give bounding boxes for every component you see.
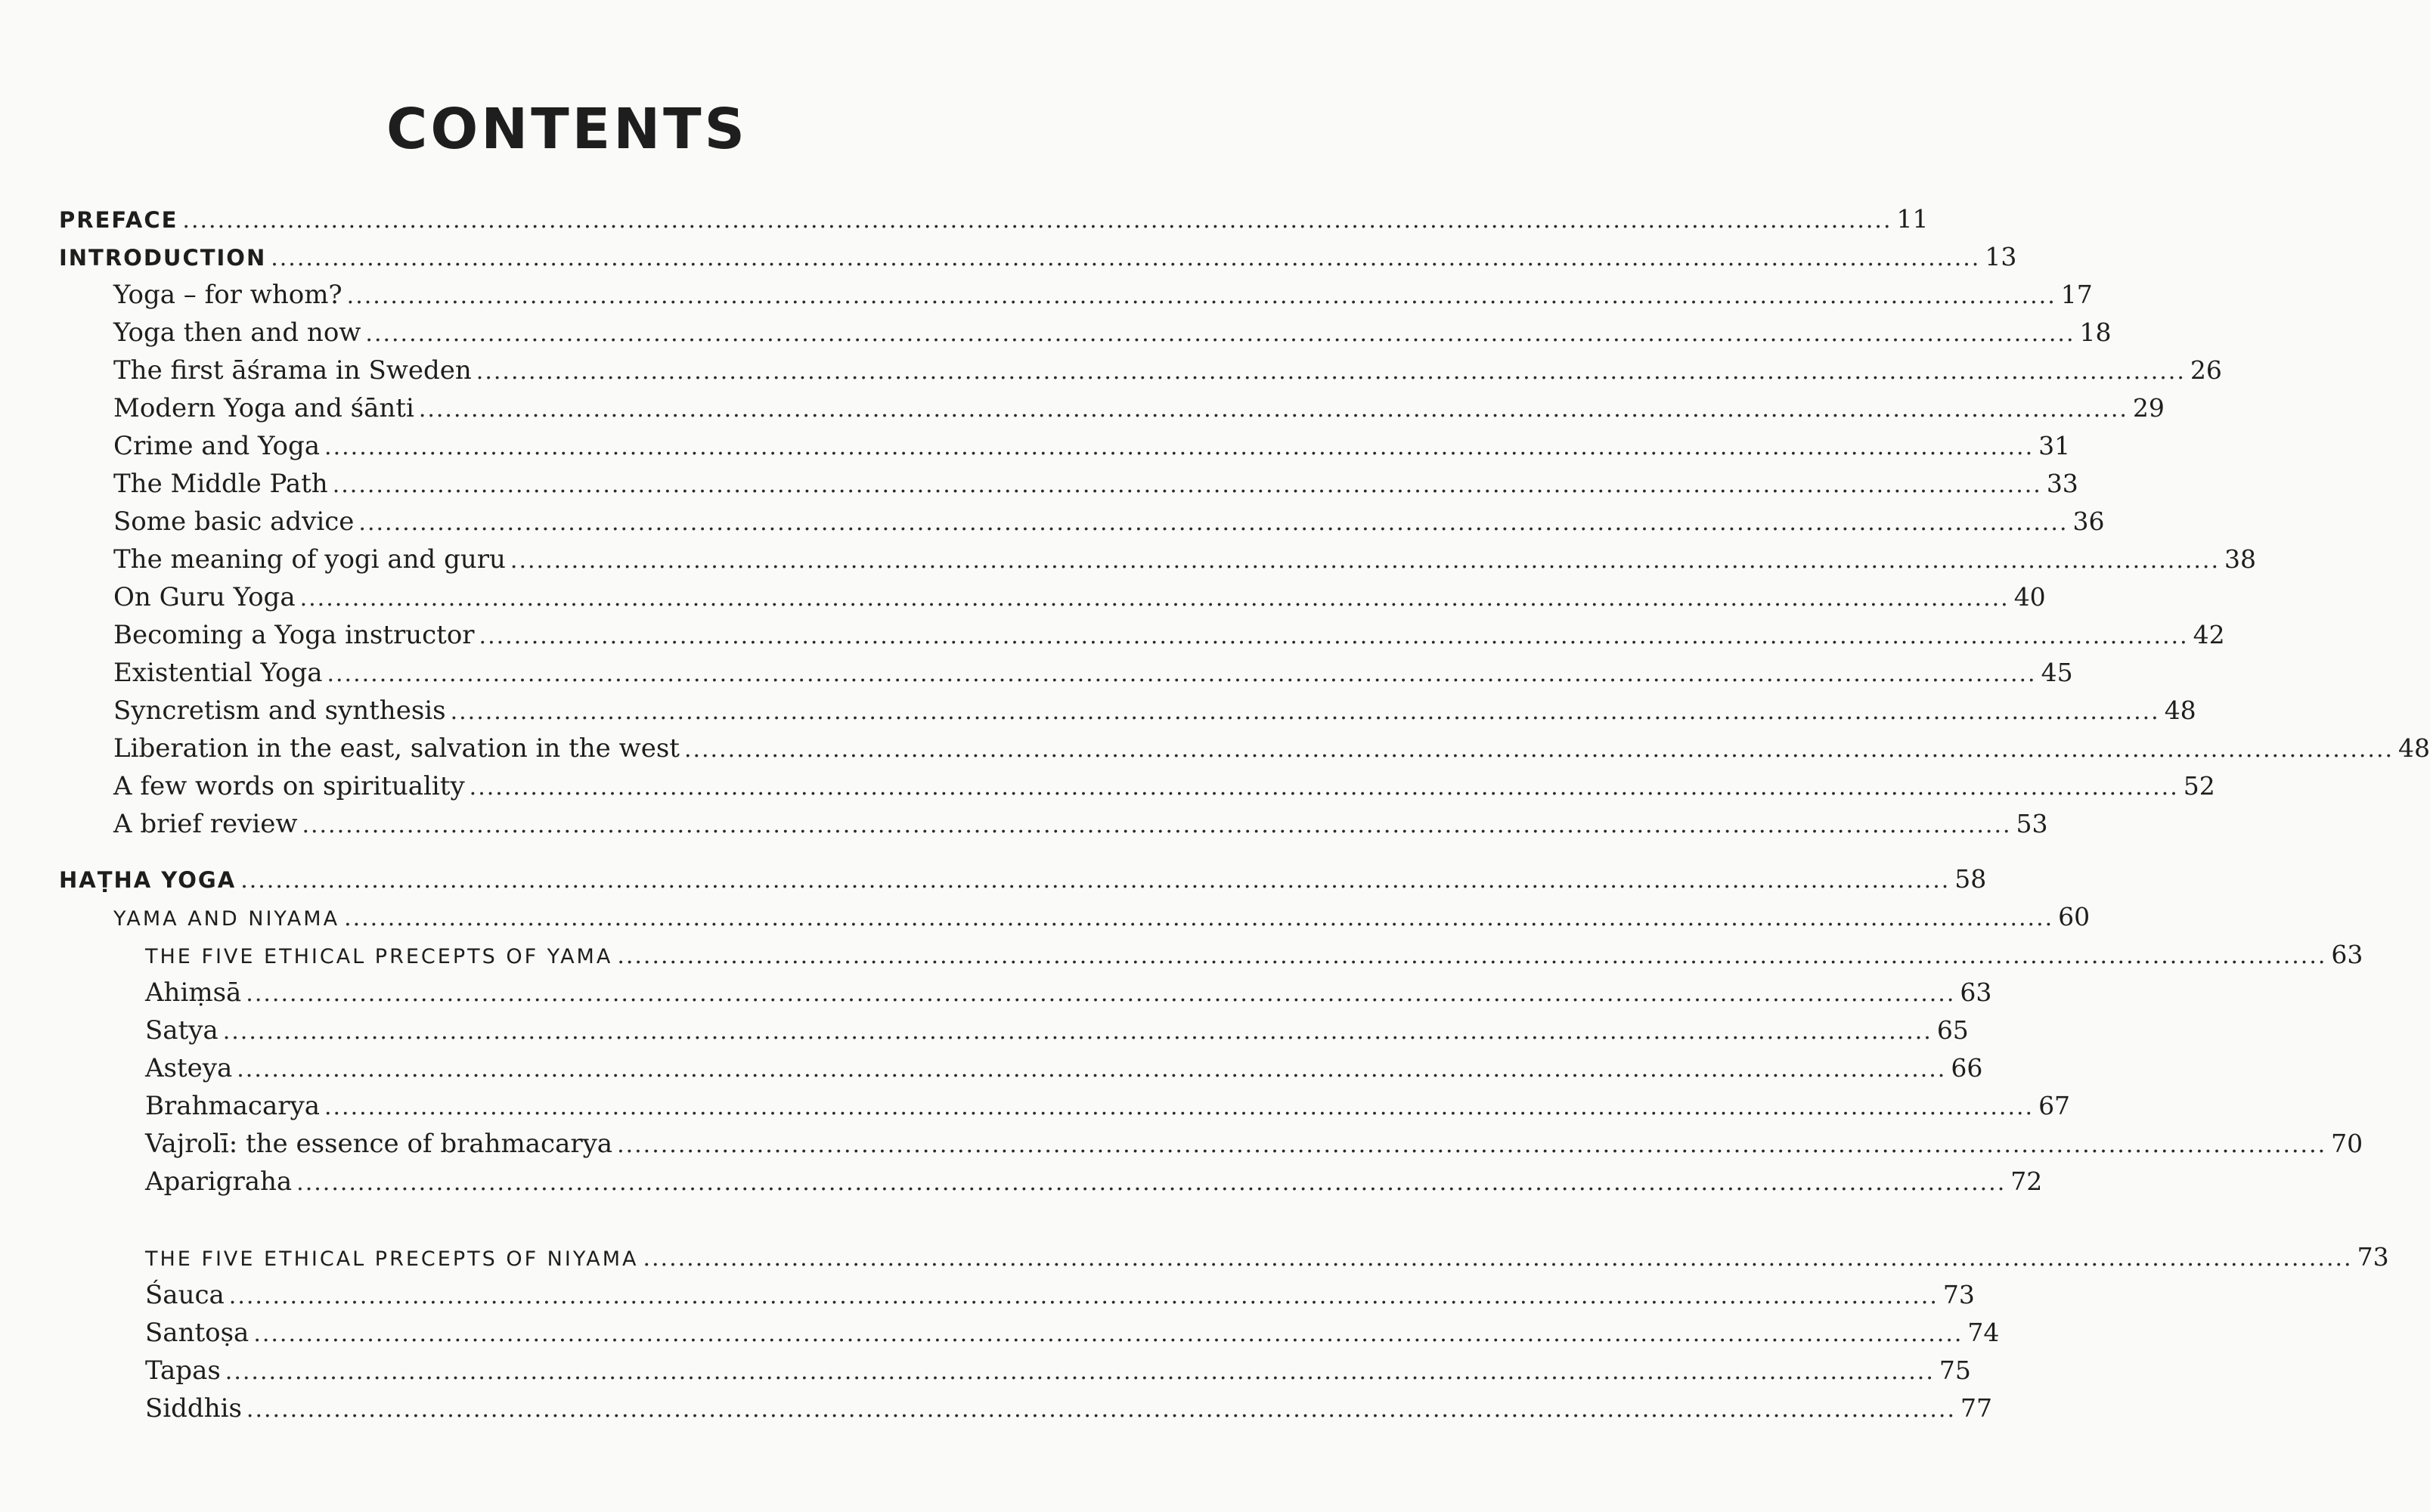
toc-entry-title: THE FIVE ETHICAL PRECEPTS OF NIYAMA <box>145 1247 639 1271</box>
toc-entry[interactable] <box>145 978 1992 1011</box>
toc-entry[interactable] <box>113 696 2196 729</box>
toc-entry-title: Santoṣa <box>145 1318 250 1348</box>
toc-page-number: 67 <box>2038 1091 2071 1120</box>
toc-entry-title: Syncretism and synthesis <box>113 696 446 726</box>
dot-leader: .................................................................................................................................................................................................... <box>253 1321 1964 1347</box>
dot-leader: .................................................................................................................................................................................................... <box>225 1359 1935 1385</box>
toc-entry-title: Śauca <box>145 1280 225 1310</box>
toc-page-number: 70 <box>2331 1129 2363 1158</box>
dot-leader: .................................................................................................................................................................................................... <box>332 472 2042 498</box>
toc-entry-title: On Guru Yoga <box>113 582 296 612</box>
toc-entry[interactable] <box>145 1393 1993 1427</box>
toc-page-number: 53 <box>2016 809 2048 838</box>
toc-entry-title: Crime and Yoga <box>113 431 321 461</box>
dot-leader: .................................................................................................................................................................................................... <box>344 905 2054 931</box>
toc-page-number: 73 <box>1942 1280 1975 1309</box>
toc-entry[interactable] <box>113 431 2071 464</box>
toc-entry-title: Asteya <box>145 1053 233 1083</box>
dot-leader: .................................................................................................................................................................................................... <box>246 981 1956 1007</box>
toc-page-number: 77 <box>1960 1393 1993 1423</box>
dot-leader: .................................................................................................................................................................................................... <box>346 283 2057 309</box>
toc-page-number: 36 <box>2072 507 2105 536</box>
toc-entry[interactable] <box>145 1053 1983 1086</box>
dot-leader: .................................................................................................................................................................................................... <box>302 812 2012 838</box>
dot-leader: .................................................................................................................................................................................................... <box>271 245 1981 271</box>
toc-page-number: 40 <box>2013 582 2046 612</box>
dot-leader: .................................................................................................................................................................................................... <box>510 547 2221 574</box>
toc-entry-yama-and-niyama[interactable] <box>113 902 2091 935</box>
toc-entry-title: THE FIVE ETHICAL PRECEPTS OF YAMA <box>145 945 613 968</box>
toc-page-number: 18 <box>2079 318 2112 347</box>
dot-leader: .................................................................................................................................................................................................... <box>327 661 2037 687</box>
toc-entry-title: The first āśrama in Sweden <box>113 355 472 386</box>
page-title: CONTENTS <box>386 97 748 162</box>
toc-page-number: 17 <box>2060 280 2093 309</box>
dot-leader: .................................................................................................................................................................................................... <box>296 1170 2007 1196</box>
toc-entry-yama-precepts[interactable] <box>145 940 2363 973</box>
toc-page-number: 48 <box>2398 733 2430 763</box>
toc-entry-title: Vajrolī: the essence of brahmacarya <box>145 1129 613 1159</box>
toc-entry-title: YAMA AND NIYAMA <box>113 907 340 931</box>
dot-leader: .................................................................................................................................................................................................... <box>643 1245 2353 1272</box>
toc-page-number: 73 <box>2357 1242 2389 1272</box>
toc-entry[interactable] <box>113 582 2046 615</box>
toc-entry[interactable] <box>113 469 2078 502</box>
toc-page-number: 31 <box>2038 431 2071 460</box>
toc-entry[interactable] <box>113 318 2112 351</box>
toc-entry[interactable] <box>145 1280 1975 1313</box>
toc-entry-introduction[interactable] <box>59 242 2017 275</box>
toc-page-number: 45 <box>2041 658 2073 687</box>
toc-entry[interactable] <box>113 620 2225 653</box>
toc-entry-title: PREFACE <box>59 207 178 233</box>
toc-entry[interactable] <box>145 1015 1969 1049</box>
toc-entry[interactable] <box>113 771 2215 804</box>
toc-entry-title: Existential Yoga <box>113 658 323 688</box>
toc-entry-niyama-precepts[interactable] <box>145 1242 2389 1275</box>
toc-entry[interactable] <box>145 1091 2071 1124</box>
toc-entry[interactable] <box>145 1167 2043 1200</box>
dot-leader: .................................................................................................................................................................................................... <box>469 774 2179 801</box>
dot-leader: .................................................................................................................................................................................................... <box>365 321 2075 347</box>
toc-entry-title: Aparigraha <box>145 1167 293 1197</box>
toc-entry[interactable] <box>145 1129 2363 1162</box>
toc-entry-preface[interactable] <box>59 204 1929 237</box>
toc-entry-title: Liberation in the east, salvation in the west <box>113 733 680 764</box>
dot-leader: .................................................................................................................................................................................................... <box>617 943 2327 969</box>
dot-leader: .................................................................................................................................................................................................... <box>240 867 1951 894</box>
toc-entry[interactable] <box>145 1356 1971 1389</box>
toc-entry[interactable] <box>113 544 2257 578</box>
toc-page-number: 52 <box>2183 771 2215 801</box>
toc-entry-title: HAṬHA YOGA <box>59 867 237 893</box>
toc-entry[interactable] <box>113 658 2073 691</box>
toc-entry-title: Satya <box>145 1015 219 1046</box>
toc-entry[interactable] <box>113 809 2048 842</box>
toc-page-number: 11 <box>1896 204 1929 234</box>
toc-page-number: 74 <box>1967 1318 2000 1347</box>
toc-entry-title: INTRODUCTION <box>59 245 267 271</box>
toc-page-number: 33 <box>2046 469 2078 498</box>
toc-entry-title: Yoga then and now <box>113 318 361 348</box>
toc-page-number: 65 <box>1936 1015 1969 1045</box>
dot-leader: .................................................................................................................................................................................................... <box>418 396 2128 423</box>
toc-page-number: 63 <box>2331 940 2363 969</box>
toc-entry-title: The Middle Path <box>113 469 328 499</box>
toc-entry-title: Yoga – for whom? <box>113 280 342 310</box>
toc-entry-title: A few words on spirituality <box>113 771 465 801</box>
toc-page-number: 38 <box>2224 544 2257 574</box>
toc-entry[interactable] <box>113 280 2093 313</box>
toc-page-number: 72 <box>2010 1167 2043 1196</box>
toc-page-number: 13 <box>1985 242 2017 271</box>
dot-leader: .................................................................................................................................................................................................... <box>358 510 2069 536</box>
dot-leader: .................................................................................................................................................................................................... <box>476 358 2186 385</box>
toc-page-number: 29 <box>2132 393 2165 423</box>
dot-leader: .................................................................................................................................................................................................... <box>228 1283 1939 1309</box>
toc-entry-title: Tapas <box>145 1356 221 1386</box>
dot-leader: .................................................................................................................................................................................................... <box>237 1056 1947 1083</box>
toc-entry[interactable] <box>113 393 2165 426</box>
toc-entry-title: Ahiṃsā <box>145 978 242 1008</box>
toc-page-number: 60 <box>2058 902 2091 931</box>
dot-leader: .................................................................................................................................................................................................... <box>182 207 1892 234</box>
toc-entry-title: Brahmacarya <box>145 1091 320 1121</box>
toc-page-number: 26 <box>2190 355 2222 385</box>
toc-page-number: 58 <box>1954 864 1987 894</box>
dot-leader: .................................................................................................................................................................................................... <box>683 736 2394 763</box>
toc-entry-title: A brief review <box>113 809 298 839</box>
toc-entry[interactable] <box>113 733 2430 767</box>
dot-leader: .................................................................................................................................................................................................... <box>479 623 2189 649</box>
dot-leader: .................................................................................................................................................................................................... <box>617 1132 2327 1158</box>
toc-page-number: 66 <box>1951 1053 1983 1083</box>
dot-leader: .................................................................................................................................................................................................... <box>299 585 2010 612</box>
toc-page-number: 42 <box>2193 620 2225 649</box>
dot-leader: .................................................................................................................................................................................................... <box>246 1396 1957 1423</box>
toc-entry-title: Siddhis <box>145 1393 242 1424</box>
dot-leader: .................................................................................................................................................................................................... <box>222 1018 1933 1045</box>
dot-leader: .................................................................................................................................................................................................... <box>324 1094 2035 1120</box>
toc-entry-title: Becoming a Yoga instructor <box>113 620 475 650</box>
dot-leader: .................................................................................................................................................................................................... <box>450 699 2160 725</box>
toc-page-number: 48 <box>2164 696 2196 725</box>
toc-entry-title: Some basic advice <box>113 507 355 537</box>
toc-page-number: 63 <box>1960 978 1992 1007</box>
toc-page-number: 75 <box>1939 1356 1971 1385</box>
toc-entry[interactable] <box>145 1318 2000 1351</box>
toc-entry[interactable] <box>113 355 2222 389</box>
toc-entry-hatha-yoga[interactable] <box>59 864 1987 897</box>
toc-entry[interactable] <box>113 507 2105 540</box>
toc-entry-title: The meaning of yogi and guru <box>113 544 506 575</box>
dot-leader: .................................................................................................................................................................................................... <box>324 434 2035 460</box>
toc-entry-title: Modern Yoga and śānti <box>113 393 414 423</box>
